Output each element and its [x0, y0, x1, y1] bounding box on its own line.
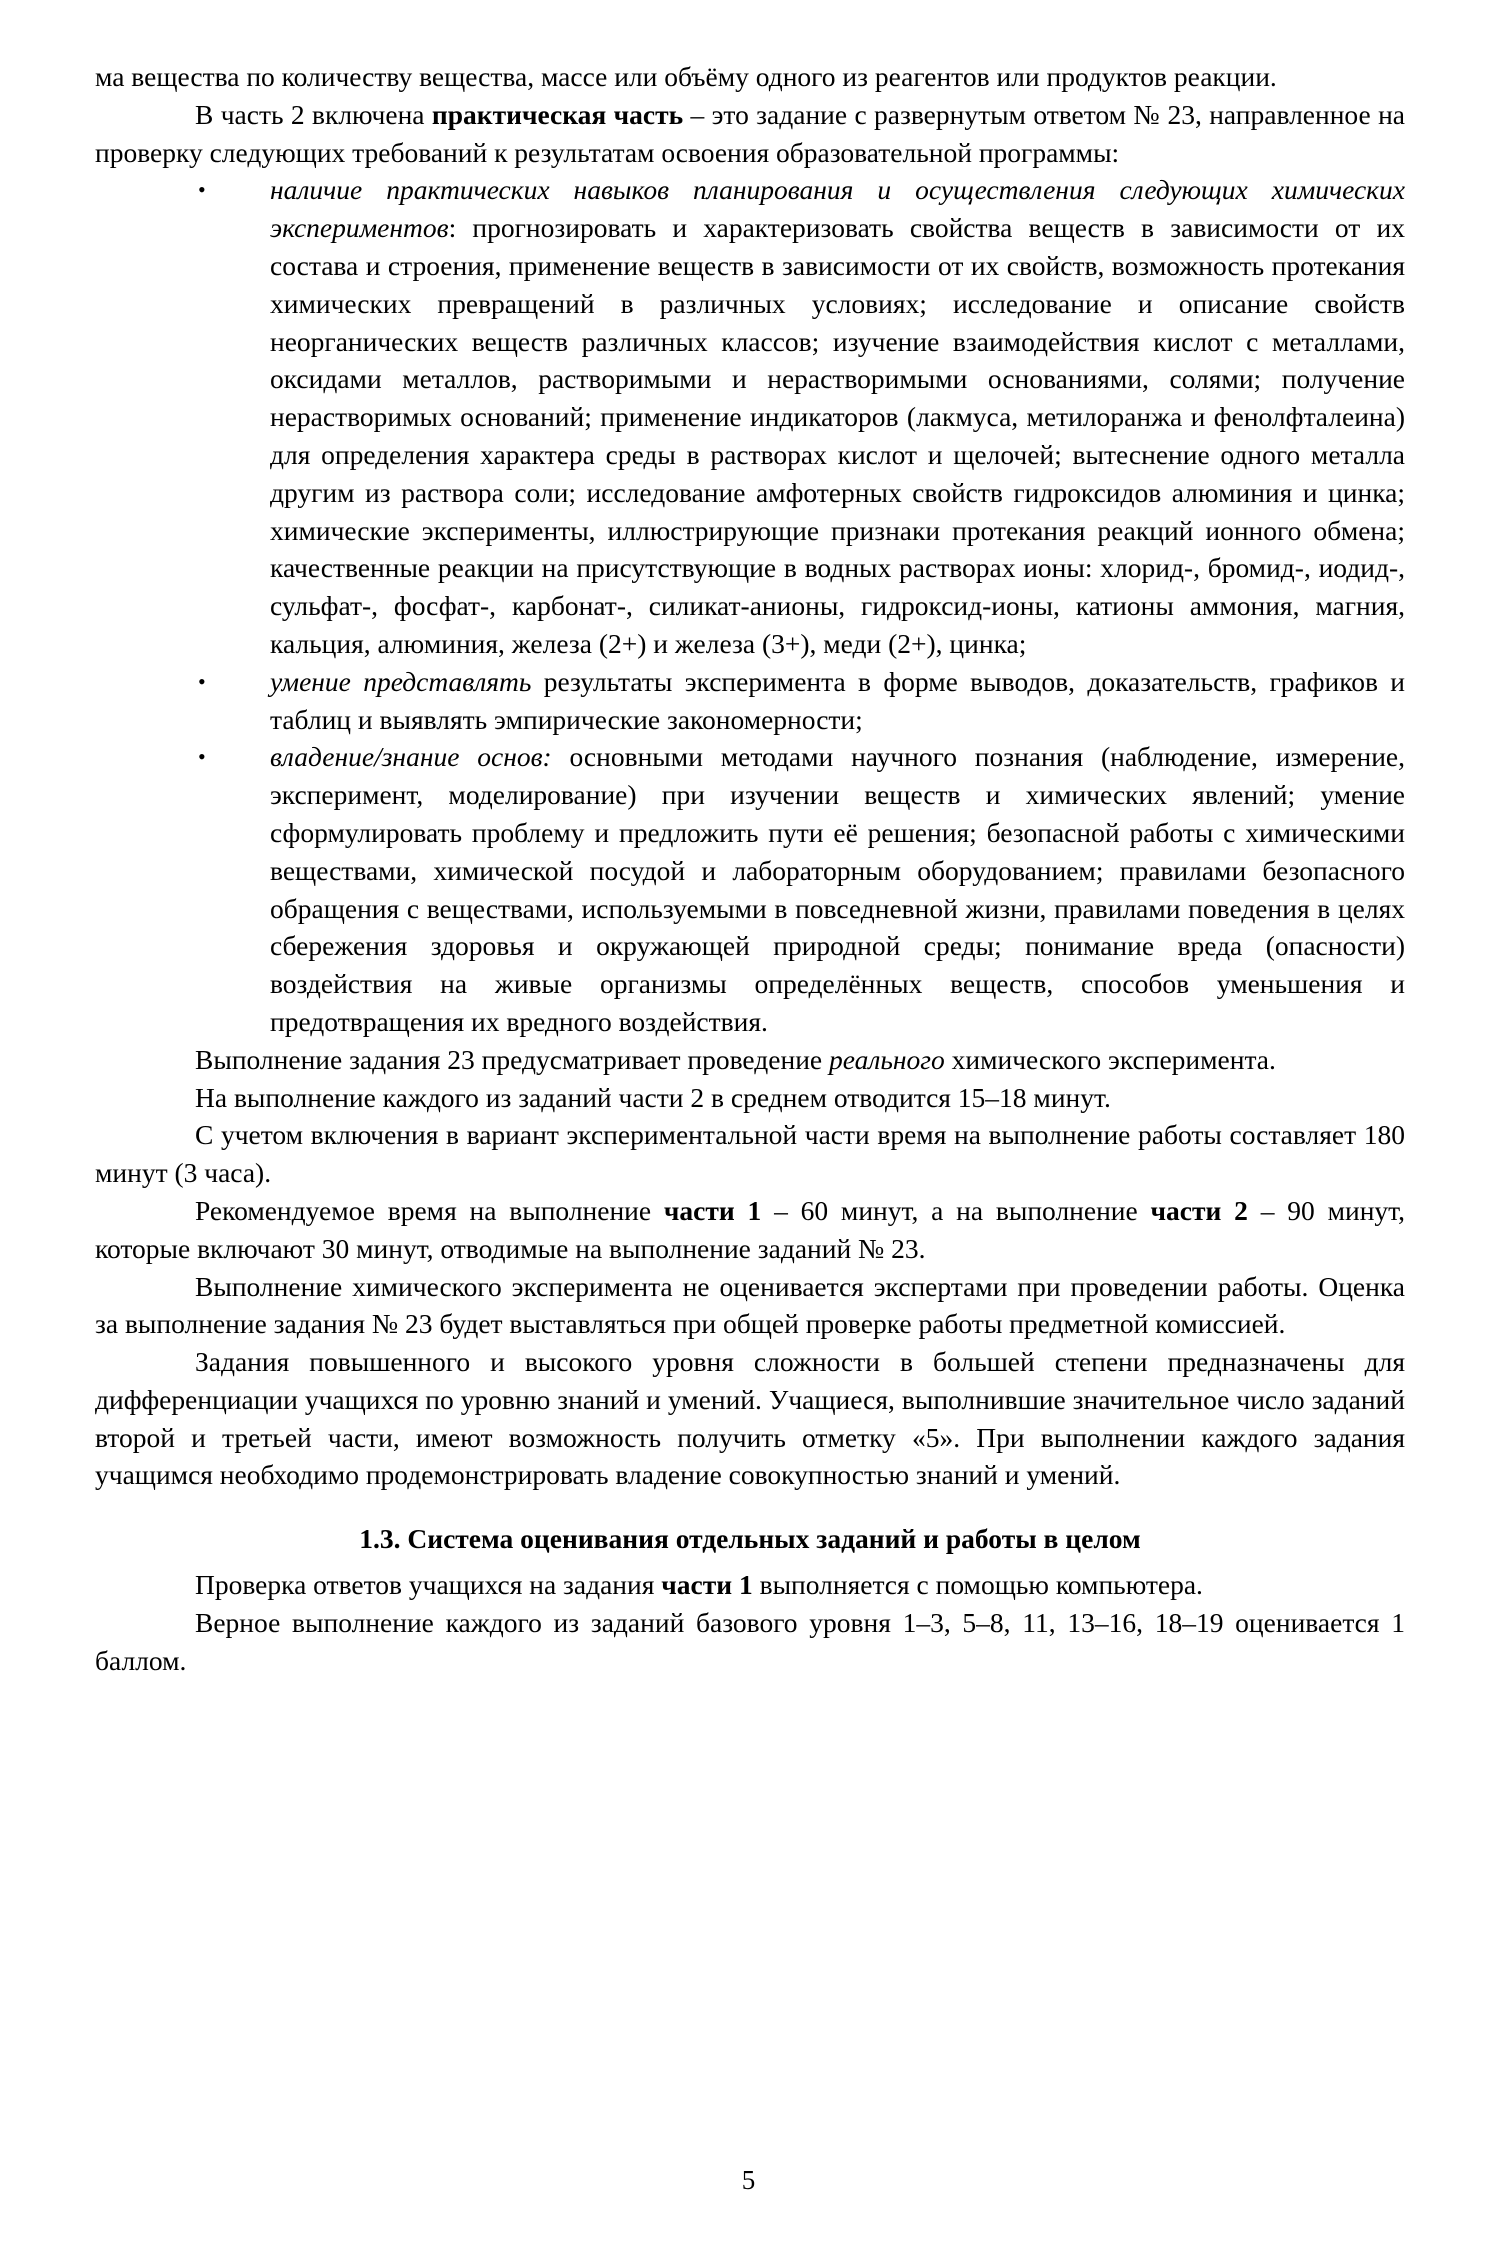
text-run: химического эксперимента.	[944, 1043, 1276, 1075]
italic-term: умение представлять	[270, 665, 532, 697]
list-item-text: основными методами научного познания (наблюдение, измерение, эксперимент, моделирование) при изучении веществ и химических явлений; умение сформулировать проблему и предложить пути её решения; безопасной работы с химическими веществами, химической посудой и лабораторным оборудованием; правилами безопасного обращения с веществами, используемыми в повседневной жизни, правилами поведения в целях сбережения здоровья и окружающей природной среды; понимание вреда (опасности) воздействия на живые организмы определённых веществ, способов уменьшения и предотвращения их вредного воздействия.	[270, 741, 1405, 1037]
text-run: Выполнение задания 23 предусматривает проведение	[195, 1043, 829, 1075]
italic-term: наличие практических навыков планирования и осуществления следующих химических экспериментов	[270, 174, 1405, 244]
total-time-paragraph: С учетом включения в вариант экспериментальной части время на выполнение работы составляет 180 минут (3 часа).	[95, 1119, 1405, 1189]
bold-term: практическая часть	[431, 98, 684, 130]
bullet-icon: •	[198, 177, 206, 203]
bold-term: части 2	[1150, 1194, 1248, 1226]
recommended-time-paragraph	[95, 1192, 1405, 1268]
list-item-text: : прогнозировать и характеризовать свойства веществ в зависимости от их состава и строения, применение веществ в зависимости от их свойств, возможность протекания химических превращений в различных условиях; исследование и описание свойств неорганических веществ различных классов; изучение взаимодействия кислот с металлами, оксидами металлов, растворимыми и нерастворимыми основаниями, солями; получение нерастворимых оснований; применение индикаторов (лакмуса, метилоранжа и фенолфталеина) для определения характера среды в растворах кислот и щелочей; вытеснение одного металла другим из раствора соли; исследование амфотерных свойств гидроксидов алюминия и цинка; химические эксперименты, иллюстрирующие признаки протекания реакций ионного обмена; качественные реакции на присутствующие в водных растворах ионы: хлорид-, бромид-, иодид-, сульфат-, фосфат-, карбонат-, силикат-анионы, гидроксид-ионы, катионы аммония, магния, кальция, алюминия, железа (2+) и железа (3+), меди (2+), цинка;	[270, 212, 1405, 659]
document-page	[95, 58, 1405, 1679]
text-run: – это задание с развернутым ответом № 23, направленное на проверку следующих требований к результатам освоения образовательной программы:	[95, 98, 1406, 168]
text-run: – 90 минут, которые включают 30 минут, отводимые на выполнение заданий № 23.	[95, 1194, 1405, 1264]
list-item	[95, 738, 1405, 1040]
bullet-icon: •	[198, 744, 206, 770]
time-per-task-paragraph: На выполнение каждого из заданий части 2 в среднем отводится 15–18 минут.	[195, 1081, 1111, 1113]
list-item	[95, 663, 1405, 739]
check-part1-paragraph	[95, 1566, 1405, 1604]
text-run: Рекомендуемое время на выполнение	[195, 1194, 664, 1226]
experiment-evaluation-paragraph: Выполнение химического эксперимента не оценивается экспертами при проведении работы. Оценка за выполнение задания № 23 будет выставляться при общей проверке работы предметной комиссией.	[95, 1270, 1405, 1340]
bold-term: части 1	[661, 1569, 753, 1601]
list-item	[95, 171, 1405, 662]
difficulty-paragraph: Задания повышенного и высокого уровня сложности в большей степени предназначены для дифференциации учащихся по уровню знаний и умений. Учащиеся, выполнившие значительное число заданий второй и третьей части, имеют возможность получить отметку «5». При выполнении каждого задания учащимся необходимо продемонстрировать владение совокупностью знаний и умений.	[95, 1346, 1405, 1491]
text-run: В часть 2 включена	[195, 98, 432, 130]
page-number: 5	[741, 2165, 756, 2195]
section-heading: 1.3. Система оценивания отдельных заданий и работы в целом	[359, 1523, 1141, 1555]
requirements-list	[95, 171, 1405, 1040]
bold-term: части 1	[663, 1194, 762, 1226]
part2-intro-paragraph	[95, 96, 1405, 172]
basic-level-paragraph: Верное выполнение каждого из заданий базового уровня 1–3, 5–8, 11, 13–16, 18–19 оценивается 1 баллом.	[95, 1606, 1405, 1676]
text-run: Проверка ответов учащихся на задания	[195, 1569, 662, 1601]
task23-paragraph	[95, 1041, 1405, 1079]
text-run: выполняется с помощью компьютера.	[752, 1569, 1203, 1601]
list-item-text: результаты эксперимента в форме выводов, доказательств, графиков и таблиц и выявлять эмпирические закономерности;	[270, 665, 1405, 735]
text-run: – 60 минут, а на выполнение	[761, 1194, 1151, 1226]
italic-term: реального	[829, 1043, 945, 1075]
bullet-icon: •	[198, 668, 206, 694]
continuation-paragraph: ма вещества по количеству вещества, массе или объёму одного из реагентов или продуктов реакции.	[95, 61, 1277, 92]
italic-term: владение/знание основ:	[270, 741, 552, 773]
